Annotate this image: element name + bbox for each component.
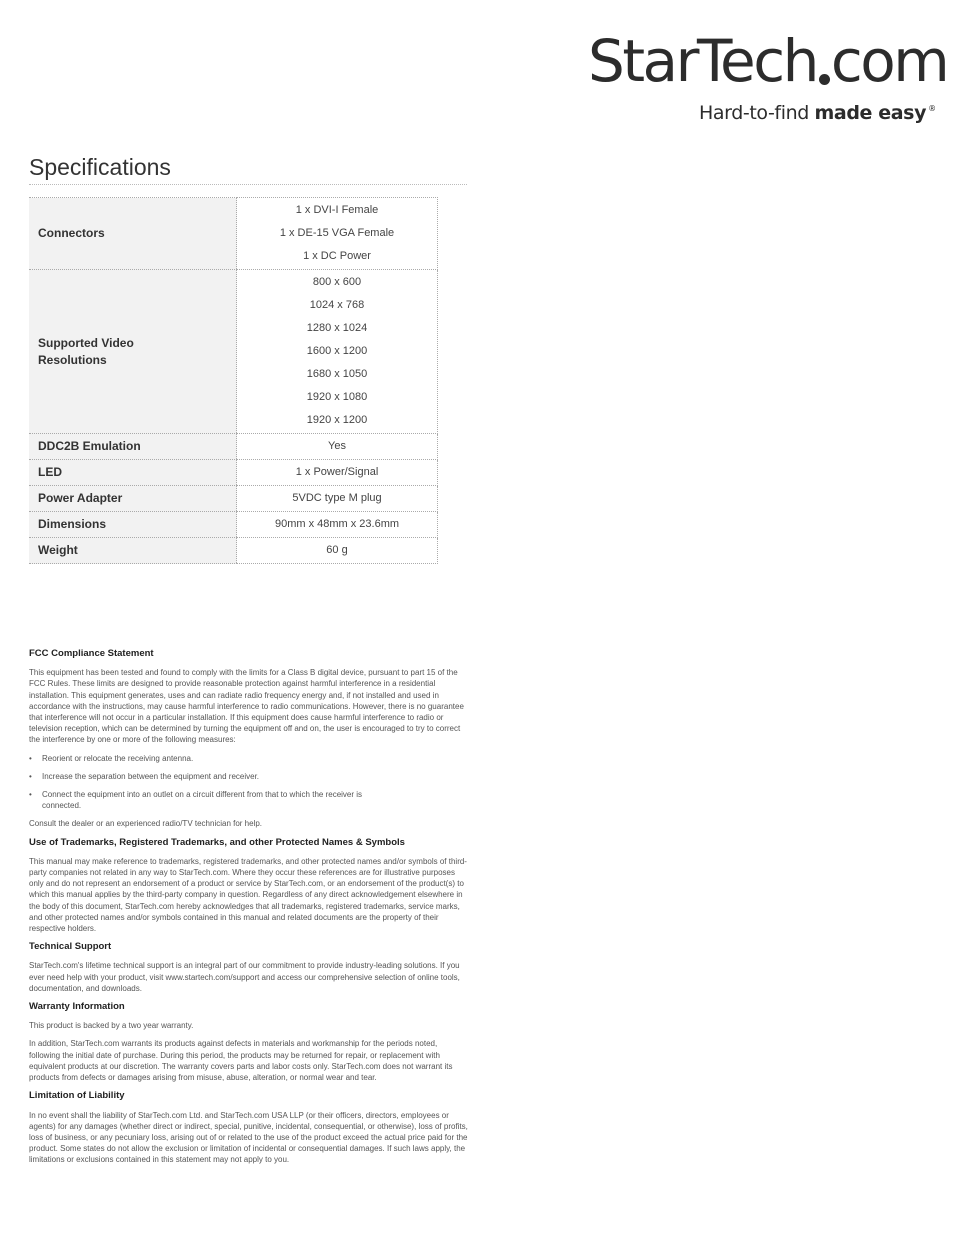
warranty-section	[29, 1001, 469, 1083]
spec-value-line: 1 x DE-15 VGA Female	[279, 227, 395, 239]
table-row	[29, 486, 438, 512]
trademarks-heading: Use of Trademarks, Registered Trademarks, and other Protected Names & Symbols	[29, 836, 405, 848]
table-row	[29, 538, 438, 564]
support-section	[29, 941, 469, 994]
spec-value-line: 1 x DVI-I Female	[295, 204, 379, 216]
spec-value	[237, 512, 438, 538]
spec-value	[237, 198, 438, 270]
logo-dot-icon	[819, 74, 830, 85]
specifications-table	[29, 197, 438, 564]
warranty-body-2: In addition, StarTech.com warrants its products against defects in materials and workmanship for the periods noted, following the initial date of purchase. During this period, the products may be returned for repair, or replacement with equivalent products at our discretion. The warranty covers parts and labor costs only. StarTech.com does not warrant its products from defects or damages arising from misuse, abuse, alteration, or normal wear and tear.	[29, 1039, 453, 1083]
spec-label: Supported Video Resolutions	[29, 270, 237, 434]
spec-value-line: Yes	[328, 440, 346, 452]
logo-tagline: Hard-to-find made easy ®	[699, 102, 936, 124]
fcc-intro: This equipment has been tested and found to comply with the limits for a Class B digital device, pursuant to part 15 of the FCC Rules. These limits are designed to provide reasonable protection against harmful interference in a residential installation. This equipment generates, uses and can radiate radio frequency energy and, if not installed and used in accordance with the instructions, may cause harmful interference to radio communications. However, there is no guarantee that interference will not occur in a particular installation. If this equipment does cause harmful interference to radio or television reception, which can be determined by turning the equipment off and on, the user is encouraged to try to correct the interference by one or more of the following measures:	[29, 668, 464, 745]
list-item: • Reorient or relocate the receiving antenna.	[29, 753, 469, 764]
fcc-measures-list	[29, 753, 469, 812]
warranty-body-1: This product is backed by a two year warranty.	[29, 1021, 194, 1031]
table-row	[29, 434, 438, 460]
spec-value-line: 1680 x 1050	[306, 368, 368, 380]
fcc-outro: Consult the dealer or an experienced radio/TV technician for help.	[29, 819, 263, 829]
support-heading: Technical Support	[29, 941, 112, 953]
legal-text	[29, 648, 469, 1173]
table-row	[29, 270, 438, 434]
spec-value-line: 1 x Power/Signal	[295, 466, 379, 478]
logo-wordmark: StarTech com	[588, 27, 948, 95]
spec-value	[237, 434, 438, 460]
fcc-heading: FCC Compliance Statement	[29, 648, 154, 659]
table-row	[29, 460, 438, 486]
spec-value	[237, 538, 438, 564]
spec-label: Power Adapter	[29, 486, 237, 512]
spec-value-line: 1600 x 1200	[306, 345, 368, 357]
warranty-heading: Warranty Information	[29, 1001, 125, 1013]
list-item: • Increase the separation between the equipment and receiver.	[29, 771, 469, 782]
list-item: • Connect the equipment into an outlet on a circuit different from that to which the receiver is connected.	[29, 789, 382, 811]
trademarks-body: This manual may make reference to trademarks, registered trademarks, and other protected names and/or symbols of third-party companies not related in any way to StarTech.com. Where they occur these references are for illustrative purposes only and do not represent an endorsement of a product or service by StarTech.com, or an endorsement of the product(s) to which this manual applies by the third-party company in question. Regardless of any direct acknowledgement elsewhere in the body of this document, StarTech.com hereby acknowledges that all trademarks, registered trademarks, service marks, and other protected names and/or symbols contained in this manual and related documents are the property of their respective holders.	[29, 856, 467, 934]
spec-value-line: 60 g	[326, 544, 348, 556]
spec-label: Dimensions	[29, 512, 237, 538]
spec-value-line: 1920 x 1080	[306, 391, 368, 403]
spec-label: Connectors	[29, 198, 237, 270]
liability-body: In no event shall the liability of StarTech.com Ltd. and StarTech.com USA LLP (or their officers, directors, employees or agents) for any damages (whether direct or indirect, special, punitive, incidental, consequential, or otherwise), loss of profits, loss of business, or any pecuniary loss, arising out of or related to the use of the product exceed the actual price paid for the product. Some states do not allow the exclusion or limitation of incidental or consequential damages. If such laws apply, the limitations or exclusions contained in this statement may not apply to you.	[29, 1110, 468, 1165]
spec-value	[237, 486, 438, 512]
spec-value-line: 800 x 600	[312, 276, 362, 288]
liability-heading: Limitation of Liability	[29, 1090, 125, 1102]
spec-value-line: 5VDC type M plug	[292, 492, 382, 504]
spec-value	[237, 270, 438, 434]
table-row	[29, 512, 438, 538]
liability-section	[29, 1090, 469, 1165]
spec-value-line: 1280 x 1024	[306, 322, 368, 334]
fcc-section	[29, 648, 469, 830]
spec-value-line: 1024 x 768	[309, 299, 365, 311]
spec-label: Weight	[29, 538, 237, 564]
trademarks-section	[29, 837, 469, 935]
spec-value-line: 1920 x 1200	[306, 414, 368, 426]
support-body: StarTech.com's lifetime technical support is an integral part of our commitment to provide industry-leading solutions. If you ever need help with your product, visit www.startech.com/support and access our comprehensive selection of online tools, documentation, and downloads.	[29, 961, 460, 993]
spec-value-line: 90mm x 48mm x 23.6mm	[274, 518, 400, 530]
spec-value	[237, 460, 438, 486]
page-title: Specifications	[29, 154, 467, 185]
spec-label: DDC2B Emulation	[29, 434, 237, 460]
spec-value-line: 1 x DC Power	[303, 250, 371, 262]
startech-logo	[588, 27, 948, 128]
table-row	[29, 198, 438, 270]
spec-label: LED	[29, 460, 237, 486]
